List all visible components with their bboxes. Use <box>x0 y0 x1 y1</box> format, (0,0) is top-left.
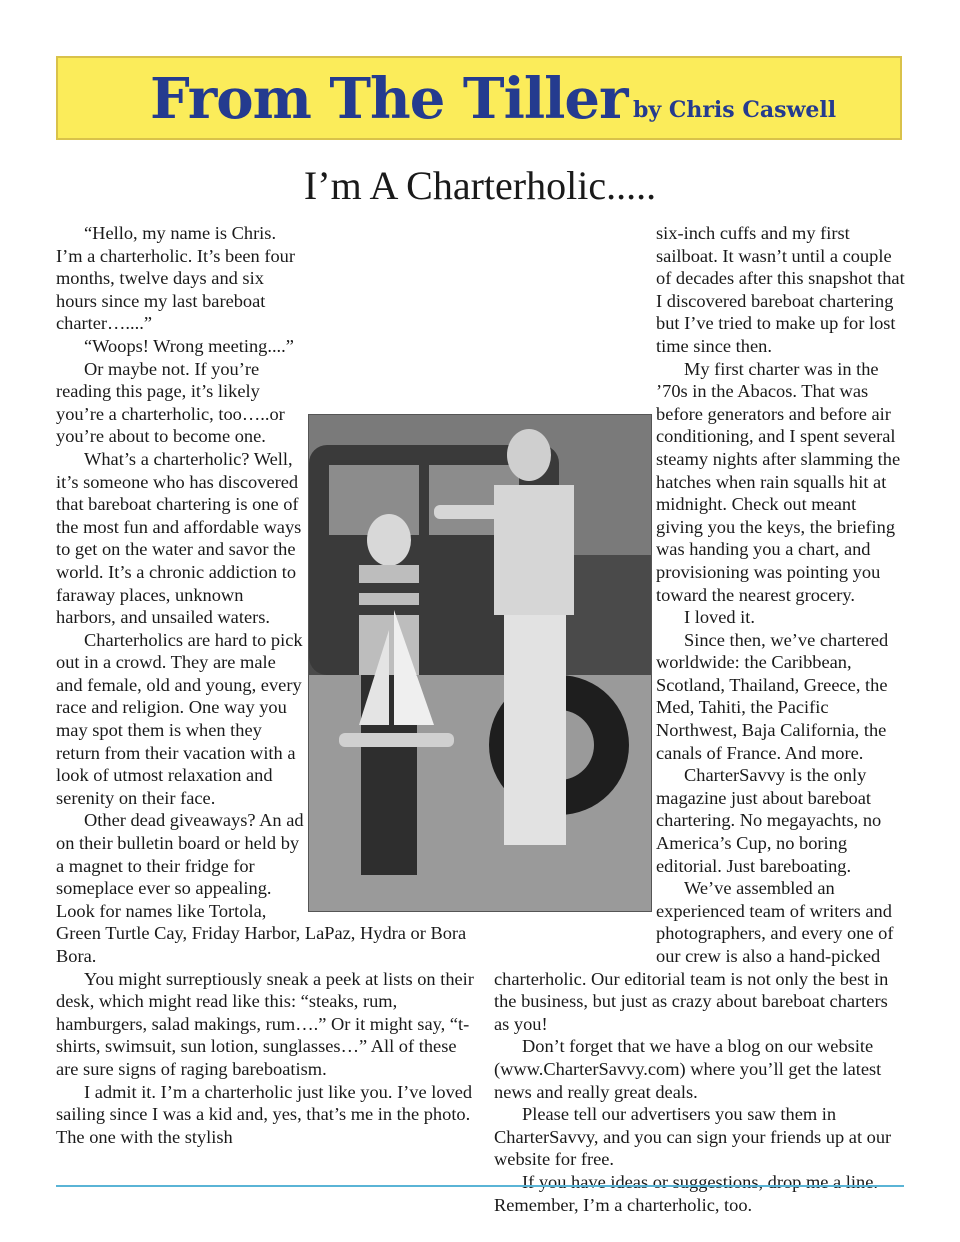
paragraph: Since then, we’ve chartered worldwide: the Caribbean, Scotland, Thailand, Greece, the Med, Tahiti, the Pacific Northwest, Baja California, the canals of France. And more. <box>656 629 889 763</box>
paragraph: I loved it. <box>684 607 755 628</box>
article-headline: I’m A Charterholic..... <box>303 163 657 208</box>
paragraph: CharterSavvy is the only magazine just about bareboat chartering. No megayachts, no America’s Cup, no boring editorial. Just bareboating. <box>656 765 882 876</box>
paragraph: Don’t forget that we have a blog on our website (www.CharterSavvy.com) where you’ll get the latest news and really great deals. <box>494 1036 882 1102</box>
paragraph: Please tell our advertisers you saw them in CharterSavvy, and you can sign your friends up at our website for free. <box>494 1104 892 1170</box>
title-banner <box>56 56 902 140</box>
footer-rule <box>56 1185 904 1187</box>
vintage-photo <box>308 414 652 912</box>
paragraph: If you have ideas or suggestions, drop me a line. Remember, I’m a charterholic, too. <box>494 1171 878 1215</box>
paragraph: Charterholics are hard to pick out in a crowd. They are male and female, old and young, every race and religion. One way you may spot them is when they return from their vacation with a look of utmost relaxation and serenity on their face. <box>56 629 303 808</box>
paragraph: “Woops! Wrong meeting....” <box>84 335 294 356</box>
byline: by Chris Caswell <box>633 97 837 123</box>
paragraph: Or maybe not. If you’re reading this page, it’s likely you’re a charterholic, too…..or you’re about to become one. <box>56 358 285 447</box>
paragraph: six-inch cuffs and my first sailboat. It wasn’t until a couple of decades after this snapshot that I discovered bareboat chartering but I’ve tried to make up for lost time since then. <box>656 223 905 356</box>
paragraph: “Hello, my name is Chris. I’m a charterholic. It’s been four months, twelve days and six hours since my last bareboat charter…....” <box>56 223 295 334</box>
paragraph: You might surreptiously sneak a peek at lists on their desk, which might read like this: “steaks, rum, hamburgers, salad makings, rum….” Or it might say, “t-shirts, swimsuit, sun lotion, sunglasses…” All of these are sure signs of raging bareboatism. <box>56 968 474 1079</box>
paragraph: I admit it. I’m a charterholic just like you. I’ve loved sailing since I was a kid and, yes, that’s me in the photo. The one with the stylish <box>56 1081 473 1147</box>
paragraph: My first charter was in the ’70s in the Abacos. That was before generators and before air conditioning, and I spent several steamy nights after slamming the hatches when rain squalls hit at midnight. Check out meant giving you the keys, the briefing was handing you a chart, and provisioning was pointing you toward the nearest grocery. <box>656 358 901 605</box>
column-title: From The Tiller <box>150 66 628 132</box>
paragraph: What’s a charterholic? Well, it’s someone who has discovered that bareboat chartering is one of the most fun and affordable ways to get on the water and savor the world. It’s a chronic addiction to faraway places, unknown harbors, and unsailed waters. <box>56 448 302 628</box>
paragraph: We’ve assembled an experienced team of writers and photographers, and every one of our crew is also a hand-picked charterholic. Our editorial team is not only the best in the business, but just as crazy about bareboat charters as you! <box>494 878 894 1034</box>
photo-illustration <box>309 415 651 911</box>
paragraph: Other dead giveaways? An ad on their bulletin board or held by a magnet to their fridge for someplace ever so appealing. Look for names like Tortola, Green Turtle Cay, Friday Harbor, LaPaz, Hydra or Bora Bora. <box>56 810 467 966</box>
